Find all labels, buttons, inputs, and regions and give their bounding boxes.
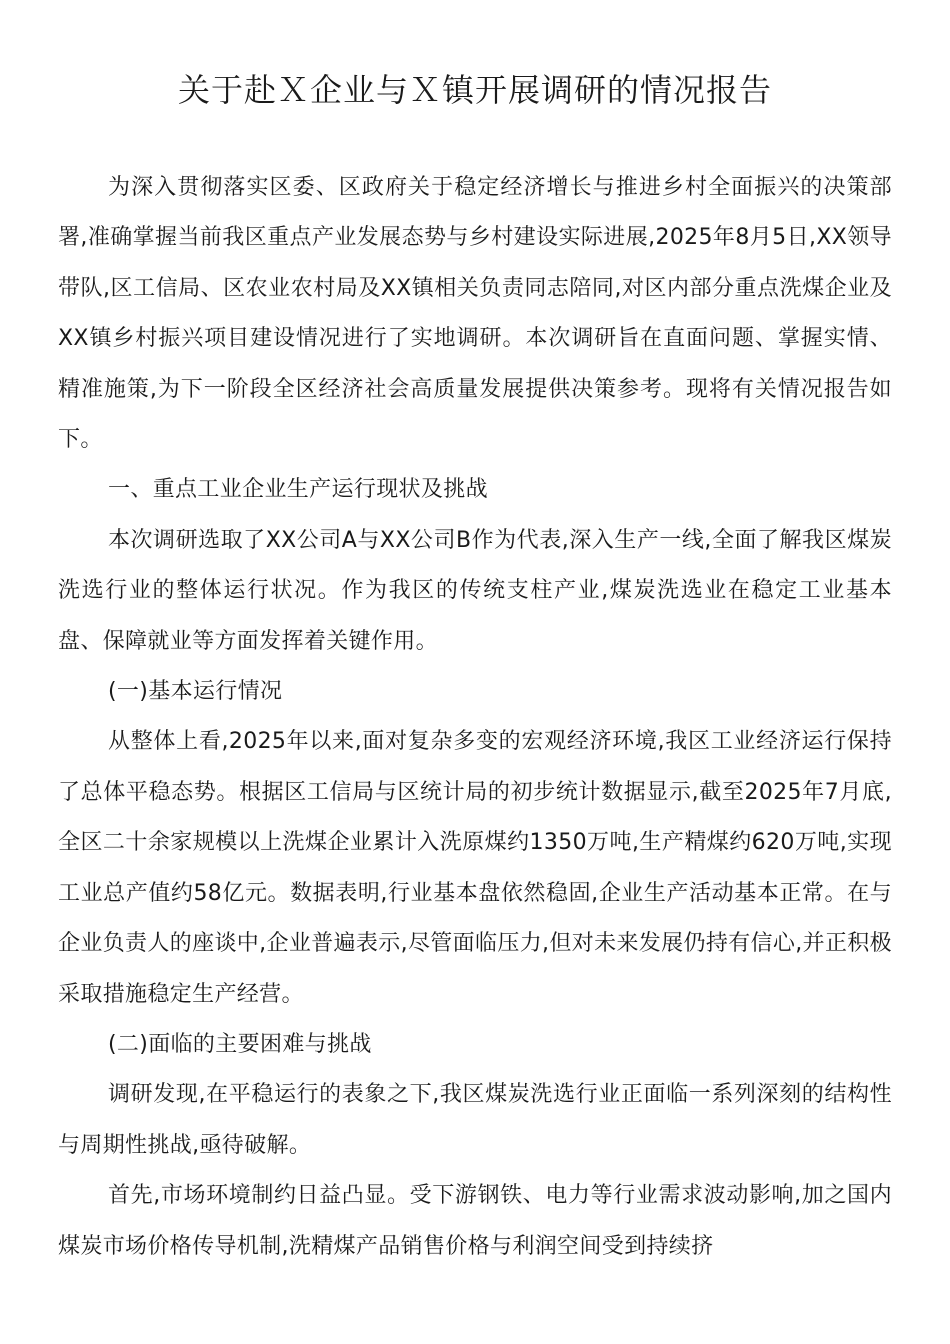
section-1-paragraph: 本次调研选取了XX公司A与XX公司B作为代表,深入生产一线,全面了解我区煤炭洗选行业的整体运行状况。作为我区的传统支柱产业,煤炭洗选业在稳定工业基本盘、保障就业等方面发挥着关键作用。	[58, 527, 892, 654]
challenges-paragraph: 调研发现,在平稳运行的表象之下,我区煤炭洗选行业正面临一系列深刻的结构性与周期性挑战,亟待破解。	[58, 1082, 892, 1158]
section-heading-1: 一、重点工业企业生产运行现状及挑战	[108, 477, 488, 503]
intro-paragraph: 为深入贯彻落实区委、区政府关于稳定经济增长与推进乡村全面振兴的决策部署,准确掌握当前我区重点产业发展态势与乡村建设实际进展,2025年8月5日,XX领导带队,区工信局、区农业农村局及XX镇相关负责同志陪同,对区内部分重点洗煤企业及XX镇乡村振兴项目建设情况进行了实地调研。本次调研旨在直面问题、掌握实情、精准施策,为下一阶段全区经济社会高质量发展提供决策参考。现将有关情况报告如下。	[58, 175, 892, 453]
market-paragraph: 首先,市场环境制约日益凸显。受下游钢铁、电力等行业需求波动影响,加之国内煤炭市场价格传导机制,洗精煤产品销售价格与利润空间受到持续挤	[58, 1183, 892, 1259]
operation-paragraph: 从整体上看,2025年以来,面对复杂多变的宏观经济环境,我区工业经济运行保持了总体平稳态势。根据区工信局与区统计局的初步统计数据显示,截至2025年7月底,全区二十余家规模以上洗煤企业累计入洗原煤约1350万吨,生产精煤约620万吨,实现工业总产值约58亿元。数据表明,行业基本盘依然稳固,企业生产活动基本正常。在与企业负责人的座谈中,企业普遍表示,尽管面临压力,但对未来发展仍持有信心,并正积极采取措施稳定生产经营。	[58, 729, 892, 1007]
document-body	[58, 163, 892, 1272]
subsection-heading-1: (一)基本运行情况	[108, 679, 283, 705]
document-title: 关于赴Ｘ企业与Ｘ镇开展调研的情况报告	[177, 71, 772, 109]
subsection-heading-2: (二)面临的主要困难与挑战	[108, 1031, 372, 1057]
